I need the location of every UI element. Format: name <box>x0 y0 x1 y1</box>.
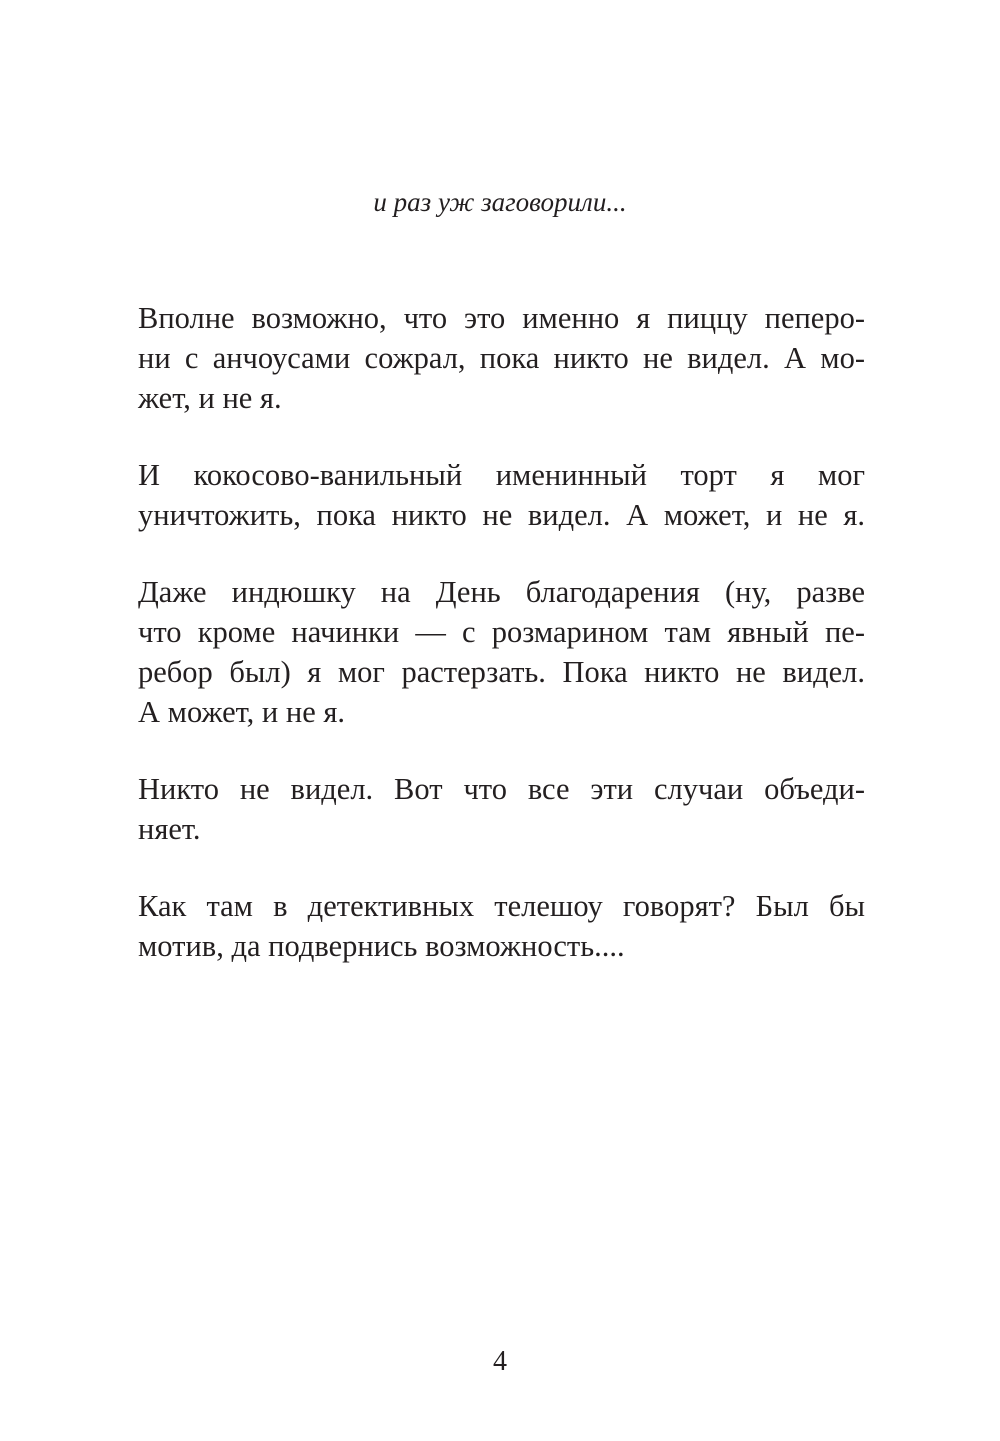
text-line: Даже индюшку на День благодарения (ну, разве <box>138 575 865 609</box>
text-line: ребор был) я мог растерзать. Пока никто не видел. <box>138 655 865 689</box>
text-line: И кокосово-ванильный именинный торт я мог <box>138 458 865 492</box>
paragraph-4 <box>138 769 865 849</box>
text-line: что кроме начинки — с розмарином там явный пе- <box>138 615 865 649</box>
paragraph-1 <box>138 298 865 418</box>
text-line: мотив, да подвернись возможность.... <box>138 929 625 963</box>
text-line: уничтожить, пока никто не видел. А может, и не я. <box>138 498 865 532</box>
page-number: 4 <box>493 1346 507 1377</box>
text-line: няет. <box>138 812 201 846</box>
text-line: Вполне возможно, что это именно я пиццу пеперо- <box>138 301 865 335</box>
text-line: жет, и не я. <box>138 381 282 415</box>
text-line: А может, и не я. <box>138 695 346 729</box>
text-line: ни с анчоусами сожрал, пока никто не видел. А мо- <box>138 341 865 375</box>
running-head: и раз уж заговорили... <box>373 187 627 217</box>
paragraph-3 <box>138 572 865 732</box>
text-line: Как там в детективных телешоу говорят? Был бы <box>138 889 865 923</box>
body-text <box>138 298 865 1003</box>
paragraph-5 <box>138 886 865 966</box>
paragraph-2 <box>138 455 865 535</box>
text-line: Никто не видел. Вот что все эти случаи объеди- <box>138 772 865 806</box>
